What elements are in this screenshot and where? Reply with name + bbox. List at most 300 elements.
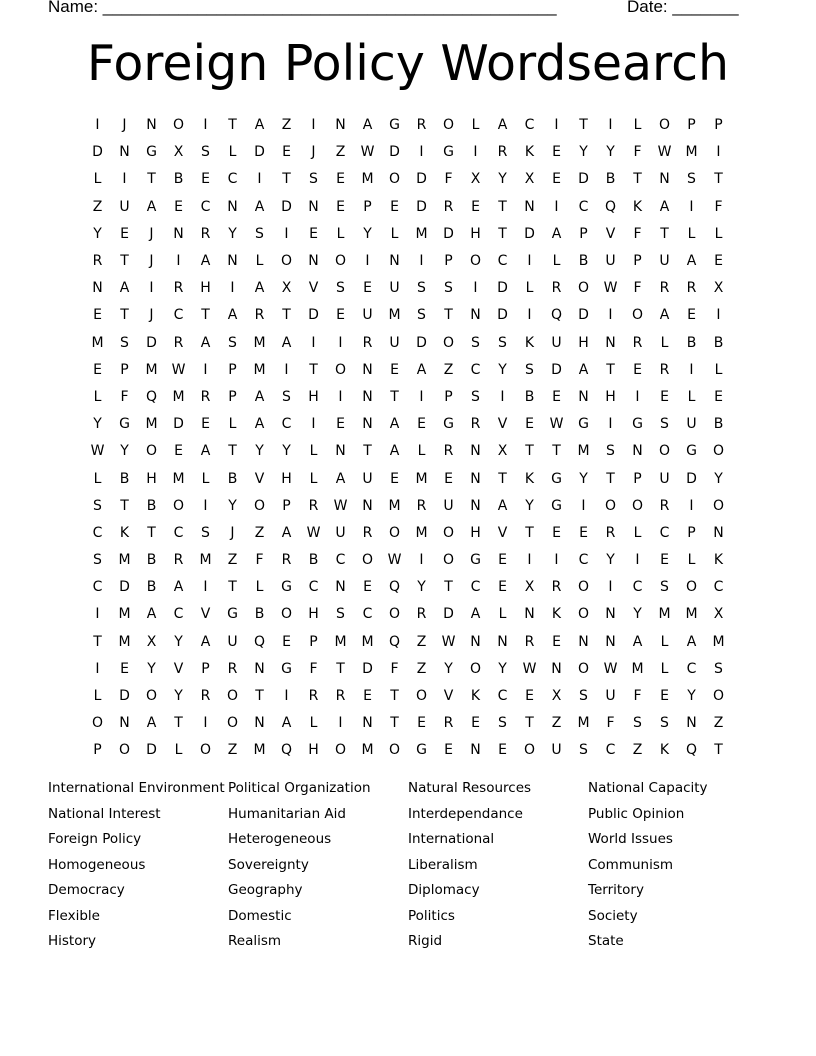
grid-row xyxy=(84,629,732,656)
grid-letter: E xyxy=(336,171,345,188)
grid-letter: V xyxy=(605,225,616,242)
grid-letter: A xyxy=(146,715,157,732)
grid-letter: D xyxy=(146,742,157,759)
grid-letter: S xyxy=(255,225,264,242)
grid-letter: M xyxy=(388,307,401,324)
grid-letter: M xyxy=(577,443,590,460)
grid-letter: E xyxy=(363,579,372,596)
grid-row xyxy=(84,683,732,710)
grid-letter: G xyxy=(443,144,454,161)
grid-letter: G xyxy=(227,606,238,623)
grid-letter: N xyxy=(227,198,238,215)
grid-letter: T xyxy=(390,388,399,405)
grid-letter: D xyxy=(119,579,130,596)
grid-letter: N xyxy=(362,361,373,378)
grid-letter: N xyxy=(227,253,238,270)
grid-letter: I xyxy=(95,117,100,134)
grid-letter: H xyxy=(308,742,319,759)
word-list-item: Diplomacy xyxy=(408,882,480,898)
grid-letter: Q xyxy=(145,388,158,405)
grid-letter: M xyxy=(658,606,671,623)
grid-letter: B xyxy=(578,253,589,270)
grid-letter: N xyxy=(362,497,373,514)
grid-letter: T xyxy=(228,117,237,134)
grid-letter: Y xyxy=(714,470,723,487)
grid-letter: G xyxy=(470,552,481,569)
grid-letter: S xyxy=(336,280,345,297)
grid-letter: C xyxy=(92,579,103,596)
grid-row xyxy=(84,221,732,248)
grid-letter: O xyxy=(118,742,131,759)
grid-letter: F xyxy=(633,280,642,297)
grid-row xyxy=(84,710,732,737)
grid-letter: Y xyxy=(498,171,507,188)
grid-letter: I xyxy=(527,552,532,569)
grid-letter: N xyxy=(308,198,319,215)
grid-letter: B xyxy=(173,171,184,188)
grid-letter: C xyxy=(281,416,292,433)
grid-letter: L xyxy=(174,742,183,759)
grid-letter: I xyxy=(608,579,613,596)
grid-letter: G xyxy=(551,497,562,514)
grid-letter: O xyxy=(712,497,725,514)
grid-letter: N xyxy=(605,606,616,623)
grid-letter: X xyxy=(173,144,184,161)
grid-letter: P xyxy=(120,361,129,378)
grid-letter: S xyxy=(201,524,210,541)
grid-letter: N xyxy=(92,280,103,297)
grid-letter: L xyxy=(309,715,318,732)
word-list-item: Homogeneous xyxy=(48,856,146,873)
grid-letter: N xyxy=(470,470,481,487)
word-list-item: Geography xyxy=(228,882,303,898)
grid-letter: E xyxy=(660,688,669,705)
grid-letter: Y xyxy=(93,225,102,242)
grid-letter: E xyxy=(471,198,480,215)
grid-letter: H xyxy=(200,280,211,297)
grid-letter: H xyxy=(281,470,292,487)
grid-letter: E xyxy=(660,552,669,569)
grid-letter: A xyxy=(200,253,211,270)
grid-letter: S xyxy=(498,334,507,351)
grid-letter: A xyxy=(281,524,292,541)
grid-letter: T xyxy=(525,524,534,541)
grid-letter: M xyxy=(145,361,158,378)
grid-letter: P xyxy=(228,388,237,405)
grid-letter: I xyxy=(419,253,424,270)
grid-letter: A xyxy=(254,117,265,134)
grid-letter: I xyxy=(419,388,424,405)
grid-letter: Z xyxy=(254,524,265,541)
grid-letter: W xyxy=(657,144,672,161)
grid-letter: Z xyxy=(713,715,724,732)
grid-letter: R xyxy=(443,443,454,460)
grid-letter: C xyxy=(335,552,346,569)
grid-letter: S xyxy=(417,280,426,297)
grid-letter: K xyxy=(713,552,724,569)
grid-letter: T xyxy=(498,470,507,487)
grid-letter: V xyxy=(443,688,454,705)
grid-letter: M xyxy=(361,633,374,650)
grid-letter: S xyxy=(714,660,723,677)
grid-letter: R xyxy=(416,117,427,134)
grid-letter: M xyxy=(712,633,725,650)
word-list-item: Natural Resources xyxy=(408,780,532,796)
grid-letter: I xyxy=(365,253,370,270)
grid-letter: Q xyxy=(550,307,563,324)
grid-letter: Y xyxy=(606,144,615,161)
grid-letter: L xyxy=(390,225,399,242)
grid-letter: I xyxy=(473,144,478,161)
grid-letter: Q xyxy=(280,742,293,759)
grid-letter: I xyxy=(689,497,694,514)
grid-letter: I xyxy=(608,307,613,324)
grid-letter: C xyxy=(173,524,184,541)
grid-letter: G xyxy=(686,443,697,460)
grid-letter: M xyxy=(415,225,428,242)
grid-letter: R xyxy=(173,334,184,351)
grid-row xyxy=(84,547,732,574)
grid-letter: U xyxy=(551,742,562,759)
grid-letter: I xyxy=(122,171,127,188)
grid-letter: I xyxy=(203,579,208,596)
grid-letter: N xyxy=(335,443,346,460)
grid-letter: N xyxy=(335,579,346,596)
grid-letter: V xyxy=(173,660,184,677)
grid-letter: Y xyxy=(633,606,642,623)
grid-letter: C xyxy=(578,198,589,215)
grid-letter: O xyxy=(577,606,590,623)
grid-letter: D xyxy=(686,470,697,487)
grid-letter: M xyxy=(685,606,698,623)
word-list-item: Flexible xyxy=(48,907,100,924)
grid-letter: L xyxy=(255,579,264,596)
word-list-item: Domestic xyxy=(228,907,292,924)
grid-letter: G xyxy=(416,742,427,759)
grid-letter: E xyxy=(633,361,642,378)
grid-row xyxy=(84,438,732,465)
grid-letter: L xyxy=(309,470,318,487)
grid-letter: X xyxy=(713,280,724,297)
grid-letter: W xyxy=(90,443,105,460)
grid-letter: E xyxy=(579,524,588,541)
grid-letter: T xyxy=(714,742,723,759)
word-list-item: Interdependance xyxy=(408,805,523,822)
grid-letter: T xyxy=(309,361,318,378)
grid-letter: E xyxy=(363,688,372,705)
grid-letter: D xyxy=(443,606,454,623)
grid-letter: N xyxy=(389,253,400,270)
grid-letter: I xyxy=(203,361,208,378)
grid-letter: S xyxy=(471,388,480,405)
grid-letter: M xyxy=(199,552,212,569)
grid-letter: O xyxy=(388,171,401,188)
grid-row xyxy=(84,493,732,520)
grid-letter: I xyxy=(473,280,478,297)
grid-letter: X xyxy=(551,688,562,705)
grid-letter: X xyxy=(713,606,724,623)
grid-letter: I xyxy=(581,497,586,514)
grid-letter: Y xyxy=(228,225,237,242)
grid-row xyxy=(84,357,732,384)
grid-letter: B xyxy=(686,334,697,351)
grid-letter: R xyxy=(416,606,427,623)
grid-letter: N xyxy=(578,633,589,650)
grid-letter: Q xyxy=(388,579,401,596)
grid-letter: O xyxy=(226,688,239,705)
grid-letter: O xyxy=(280,253,293,270)
grid-letter: V xyxy=(497,524,508,541)
grid-letter: O xyxy=(172,497,185,514)
grid-letter: Y xyxy=(525,497,534,514)
grid-letter: S xyxy=(120,334,129,351)
grid-letter: W xyxy=(306,524,321,541)
grid-letter: R xyxy=(173,280,184,297)
grid-letter: L xyxy=(660,660,669,677)
grid-letter: A xyxy=(119,280,130,297)
grid-row xyxy=(84,302,732,329)
grid-letter: L xyxy=(93,171,102,188)
grid-letter: A xyxy=(551,225,562,242)
grid-letter: O xyxy=(604,497,617,514)
grid-letter: D xyxy=(254,144,265,161)
grid-letter: Y xyxy=(498,361,507,378)
grid-letter: P xyxy=(444,253,453,270)
grid-letter: L xyxy=(93,388,102,405)
grid-letter: S xyxy=(606,443,615,460)
grid-letter: I xyxy=(284,361,289,378)
grid-letter: O xyxy=(442,524,455,541)
grid-letter: A xyxy=(686,253,697,270)
grid-letter: Z xyxy=(416,633,427,650)
word-list-item: Sovereignty xyxy=(228,856,309,873)
grid-letter: H xyxy=(146,470,157,487)
grid-letter: D xyxy=(524,225,535,242)
grid-letter: T xyxy=(363,443,372,460)
grid-letter: X xyxy=(281,280,292,297)
word-list-item: World Issues xyxy=(588,831,673,847)
grid-letter: A xyxy=(254,416,265,433)
grid-letter: S xyxy=(498,715,507,732)
grid-letter: Y xyxy=(282,443,291,460)
grid-letter: P xyxy=(228,361,237,378)
grid-letter: E xyxy=(498,552,507,569)
grid-letter: E xyxy=(282,144,291,161)
grid-letter: D xyxy=(578,307,589,324)
grid-row xyxy=(84,330,732,357)
grid-letter: E xyxy=(714,253,723,270)
grid-letter: W xyxy=(603,280,618,297)
grid-letter: A xyxy=(227,307,238,324)
grid-letter: R xyxy=(362,334,373,351)
word-list-item: Communism xyxy=(588,856,674,873)
name-field-label: Name: ________________________________________________ xyxy=(48,0,557,16)
grid-letter: S xyxy=(579,688,588,705)
grid-row xyxy=(84,574,732,601)
grid-letter: N xyxy=(713,524,724,541)
grid-letter: Y xyxy=(606,552,615,569)
grid-letter: I xyxy=(176,253,181,270)
grid-letter: L xyxy=(93,688,102,705)
grid-letter: L xyxy=(633,524,642,541)
grid-letter: P xyxy=(687,117,696,134)
grid-letter: C xyxy=(470,579,481,596)
grid-letter: S xyxy=(444,280,453,297)
grid-letter: L xyxy=(660,633,669,650)
grid-letter: T xyxy=(390,715,399,732)
grid-row xyxy=(84,166,732,193)
grid-letter: T xyxy=(552,443,561,460)
grid-letter: J xyxy=(311,144,316,161)
grid-letter: T xyxy=(174,715,183,732)
grid-letter: A xyxy=(254,388,265,405)
grid-row xyxy=(84,601,732,628)
grid-letter: T xyxy=(714,171,723,188)
grid-letter: Q xyxy=(388,633,401,650)
grid-letter: B xyxy=(227,470,238,487)
grid-letter: I xyxy=(419,552,424,569)
grid-letter: C xyxy=(524,117,535,134)
grid-letter: G xyxy=(443,416,454,433)
grid-row xyxy=(84,112,732,139)
grid-letter: T xyxy=(498,225,507,242)
word-list-item: Foreign Policy xyxy=(48,831,142,847)
grid-letter: C xyxy=(497,253,508,270)
grid-letter: M xyxy=(361,742,374,759)
grid-letter: W xyxy=(387,552,402,569)
grid-letter: E xyxy=(390,470,399,487)
grid-letter: B xyxy=(146,497,157,514)
grid-letter: R xyxy=(632,334,643,351)
grid-letter: M xyxy=(91,334,104,351)
date-field-label: Date: _______ xyxy=(627,0,739,16)
grid-letter: Y xyxy=(579,470,588,487)
grid-row xyxy=(84,139,732,166)
grid-letter: K xyxy=(551,606,562,623)
grid-row xyxy=(84,520,732,547)
grid-letter: L xyxy=(525,280,534,297)
grid-letter: O xyxy=(469,253,482,270)
grid-letter: W xyxy=(171,361,186,378)
grid-letter: R xyxy=(200,225,211,242)
grid-letter: L xyxy=(201,470,210,487)
grid-letter: E xyxy=(309,225,318,242)
grid-letter: E xyxy=(552,144,561,161)
word-list-item: International xyxy=(408,831,495,847)
grid-letter: O xyxy=(631,307,644,324)
grid-letter: R xyxy=(605,524,616,541)
grid-letter: C xyxy=(605,742,616,759)
grid-letter: C xyxy=(173,606,184,623)
grid-letter: A xyxy=(362,117,373,134)
grid-letter: L xyxy=(336,225,345,242)
grid-letter: C xyxy=(470,361,481,378)
grid-letter: O xyxy=(145,688,158,705)
grid-letter: L xyxy=(498,606,507,623)
grid-letter: X xyxy=(470,171,481,188)
grid-letter: J xyxy=(149,307,154,324)
grid-letter: R xyxy=(551,579,562,596)
grid-letter: A xyxy=(497,497,508,514)
grid-letter: E xyxy=(714,388,723,405)
grid-letter: R xyxy=(227,660,238,677)
grid-letter: E xyxy=(201,171,210,188)
grid-letter: U xyxy=(362,470,373,487)
grid-letter: I xyxy=(500,388,505,405)
grid-letter: G xyxy=(119,416,130,433)
grid-letter: A xyxy=(389,443,400,460)
grid-letter: N xyxy=(686,715,697,732)
grid-letter: R xyxy=(308,497,319,514)
grid-letter: N xyxy=(632,443,643,460)
grid-letter: T xyxy=(255,688,264,705)
grid-letter: B xyxy=(146,552,157,569)
grid-letter: L xyxy=(714,225,723,242)
grid-letter: O xyxy=(658,117,671,134)
grid-letter: N xyxy=(146,117,157,134)
grid-letter: L xyxy=(714,361,723,378)
grid-letter: M xyxy=(388,497,401,514)
grid-letter: D xyxy=(92,144,103,161)
grid-letter: Z xyxy=(335,144,346,161)
grid-letter: B xyxy=(146,579,157,596)
grid-letter: I xyxy=(311,334,316,351)
grid-letter: N xyxy=(524,606,535,623)
grid-letter: O xyxy=(145,443,158,460)
grid-letter: I xyxy=(311,117,316,134)
grid-letter: N xyxy=(470,307,481,324)
word-list-item: National Interest xyxy=(48,805,161,822)
grid-letter: J xyxy=(230,524,235,541)
grid-letter: P xyxy=(93,742,102,759)
grid-letter: T xyxy=(147,524,156,541)
grid-letter: N xyxy=(362,388,373,405)
page-title: Foreign Policy Wordsearch xyxy=(86,35,730,92)
grid-letter: O xyxy=(199,742,212,759)
grid-letter: M xyxy=(253,334,266,351)
grid-letter: P xyxy=(633,470,642,487)
grid-letter: X xyxy=(497,443,508,460)
grid-letter: P xyxy=(309,633,318,650)
grid-letter: E xyxy=(336,198,345,215)
grid-letter: J xyxy=(149,253,154,270)
grid-letter: O xyxy=(469,660,482,677)
grid-letter: O xyxy=(523,742,536,759)
grid-letter: P xyxy=(687,524,696,541)
grid-letter: X xyxy=(146,633,157,650)
grid-letter: C xyxy=(713,579,724,596)
grid-letter: E xyxy=(444,742,453,759)
grid-letter: U xyxy=(227,633,238,650)
grid-letter: R xyxy=(659,497,670,514)
word-list-item: State xyxy=(588,933,624,949)
grid-letter: E xyxy=(498,742,507,759)
grid-letter: B xyxy=(713,416,724,433)
grid-letter: I xyxy=(608,117,613,134)
grid-letter: E xyxy=(687,307,696,324)
grid-letter: A xyxy=(281,334,292,351)
grid-row xyxy=(84,275,732,302)
grid-letter: R xyxy=(497,144,508,161)
grid-row xyxy=(84,248,732,275)
word-list-item: Political Organization xyxy=(228,780,371,796)
grid-letter: I xyxy=(203,497,208,514)
grid-letter: R xyxy=(470,416,481,433)
grid-letter: O xyxy=(280,606,293,623)
grid-letter: V xyxy=(200,606,211,623)
grid-letter: M xyxy=(334,633,347,650)
grid-letter: R xyxy=(443,715,454,732)
